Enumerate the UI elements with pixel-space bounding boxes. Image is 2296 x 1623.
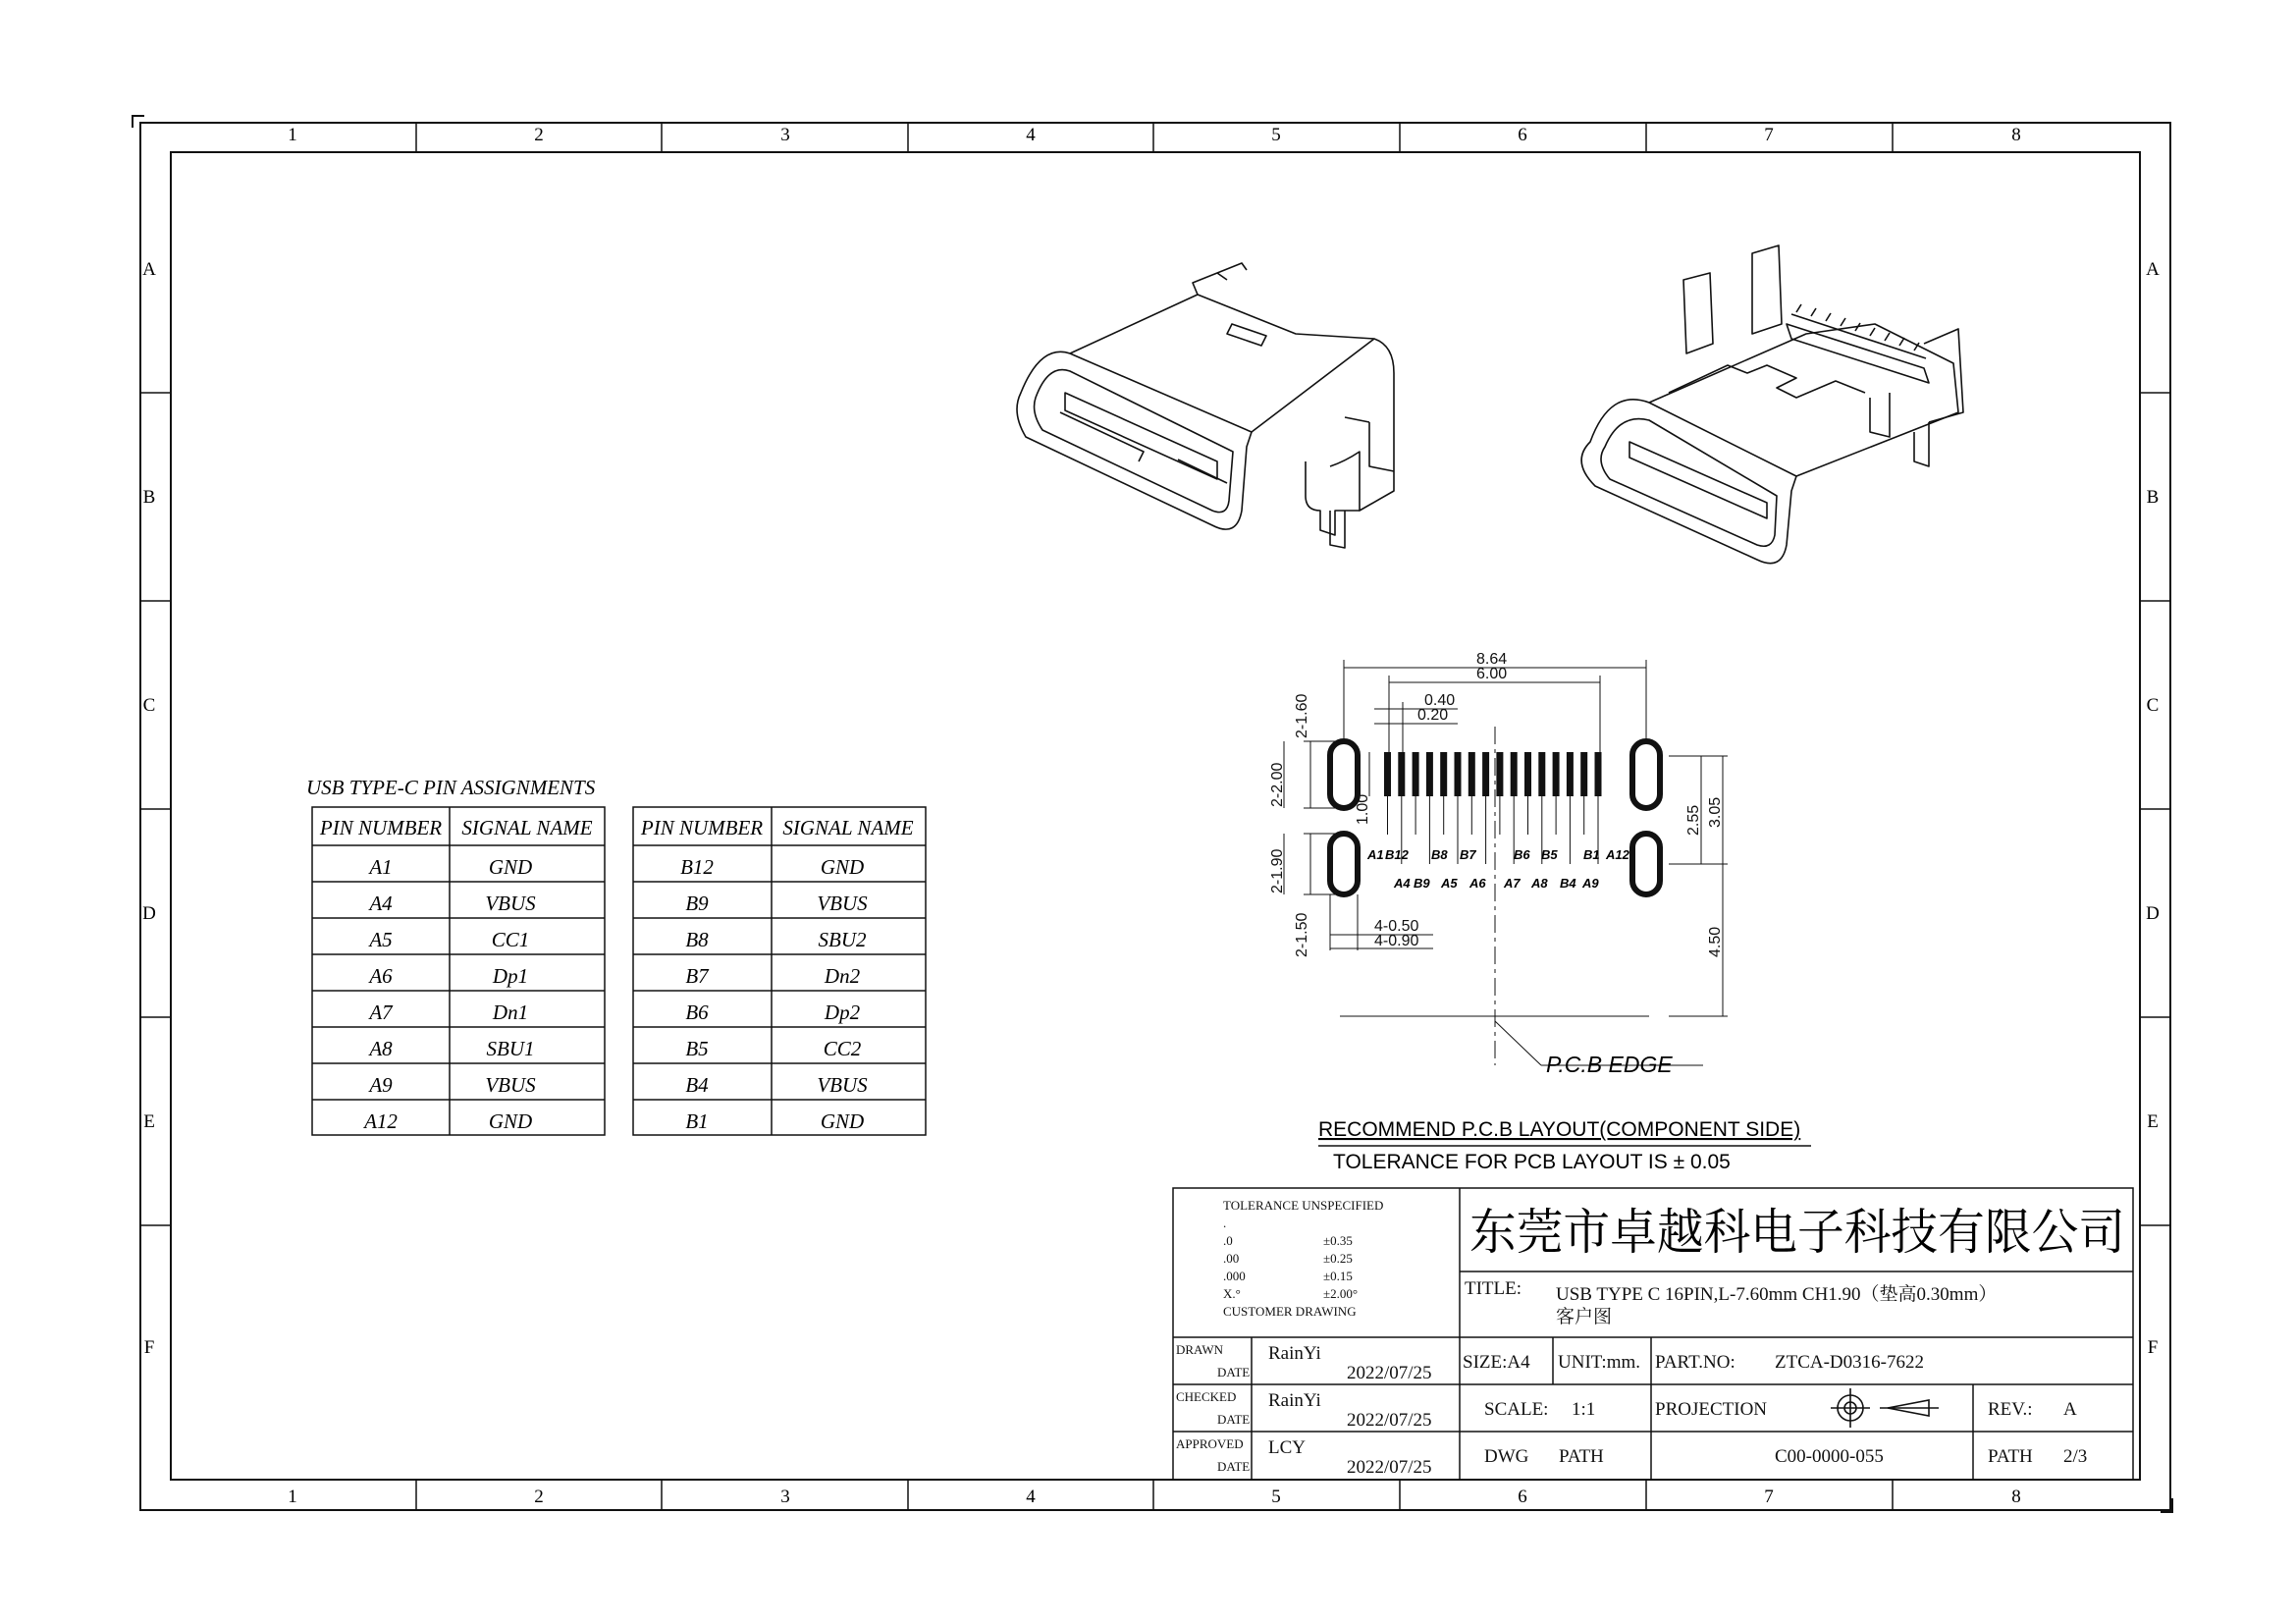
title-line1: USB TYPE C 16PIN,L-7.60mm CH1.90（垫高0.30mm） [1556,1284,1998,1305]
pin-number-cell: A8 [369,1037,393,1060]
signal-pad [1524,752,1531,796]
pad-pin-label: A9 [1582,876,1599,891]
rev: A [2063,1399,2077,1420]
row-label: A [142,259,156,280]
dim-overall: 8.64 [1476,651,1508,668]
col-label: 2 [534,125,544,145]
date-label: DATE [1217,1365,1251,1380]
signal-name-cell: SBU1 [486,1037,535,1060]
pin-assignment-section [306,776,926,1135]
signal-pad [1455,752,1462,796]
signal-pad [1413,752,1419,796]
customer-drawing: CUSTOMER DRAWING [1223,1304,1357,1319]
signal-pad [1496,752,1503,796]
pin-number-cell: B9 [685,892,709,915]
pin-table-header: SIGNAL NAME [782,816,914,839]
dwg-no: C00-0000-055 [1775,1446,1884,1467]
checked-label: CHECKED [1176,1389,1237,1404]
dim-slot-width1: 4-0.50 [1374,918,1419,935]
pin-number-cell: B12 [680,855,714,879]
pad-pin-label: A6 [1469,876,1486,891]
signal-pad [1595,752,1602,796]
pin-table-right [633,807,926,1135]
col-label: 1 [288,1487,297,1507]
part-no: ZTCA-D0316-7622 [1775,1352,1924,1373]
dim-pitch: 0.40 [1424,692,1456,709]
rev-label: REV.: [1988,1399,2033,1420]
dim-slot-bot: 2-1.90 [1269,848,1286,893]
pin-table-header: PIN NUMBER [319,816,443,839]
signal-name-cell: SBU2 [818,928,867,951]
connector-3d-rear-view [1581,245,1963,564]
pad-pin-label: A1 [1367,847,1384,862]
tol-val: ±2.00° [1323,1286,1359,1301]
dim-slot-width2: 4-0.90 [1374,933,1419,949]
signal-pad [1511,752,1518,796]
path-label-2: PATH [1988,1446,2033,1467]
pin-number-cell: A9 [369,1073,393,1097]
pcb-edge-label: P.C.B EDGE [1546,1052,1673,1077]
signal-pad [1384,752,1391,796]
path-label: PATH [1559,1446,1604,1467]
row-label: E [2147,1111,2159,1132]
signal-name-cell: GND [488,855,533,879]
row-label: B [142,487,156,508]
pad-pin-label: A7 [1504,876,1521,891]
pin-number-cell: A6 [369,964,393,988]
tol-val: ±0.35 [1323,1233,1353,1248]
drawn-label: DRAWN [1176,1342,1224,1357]
row-label: B [2146,487,2160,508]
row-label: A [2146,259,2160,280]
col-label: 2 [534,1487,544,1507]
signal-pad [1567,752,1574,796]
pin-number-cell: B5 [685,1037,709,1060]
scale: 1:1 [1572,1399,1596,1420]
pad-pin-label: B8 [1431,847,1448,862]
drawn-date: 2022/07/25 [1347,1363,1432,1383]
pad-pin-label: A5 [1441,876,1458,891]
pin-number-cell: A1 [369,855,393,879]
pad-pin-label: B6 [1514,847,1530,862]
dim-pad-span: 6.00 [1476,666,1508,682]
dim-450: 4.50 [1707,926,1724,957]
pad-pin-label: B7 [1460,847,1476,862]
signal-name-cell: GND [488,1109,533,1133]
pad-pin-label: B4 [1560,876,1576,891]
signal-pad [1553,752,1560,796]
signal-name-cell: Dp2 [824,1001,861,1024]
part-no-label: PART.NO: [1655,1352,1735,1373]
dim-slot-top: 2-1.60 [1294,693,1310,738]
tol-key: .000 [1223,1269,1246,1283]
signal-pad [1538,752,1545,796]
approved-date: 2022/07/25 [1347,1457,1432,1478]
col-label: 4 [1026,1487,1036,1507]
title-label: TITLE: [1465,1278,1522,1299]
col-label: 7 [1764,125,1774,145]
signal-name-cell: GND [820,1109,865,1133]
col-label: 6 [1518,125,1527,145]
pin-number-cell: B8 [685,928,709,951]
pad-pin-label: B5 [1541,847,1558,862]
col-label: 3 [780,1487,790,1507]
title-line2: 客户图 [1556,1307,1613,1327]
col-label: 1 [288,125,297,145]
dim-slot-top-h: 2-2.00 [1269,762,1286,807]
dim-pad-width: 0.20 [1417,707,1449,724]
dim-255: 2.55 [1685,804,1702,836]
row-label: C [142,695,156,716]
pad-pin-label: B9 [1414,876,1430,891]
pad-pin-label: A8 [1531,876,1548,891]
pcb-layout-drawing [1269,651,1811,1173]
pin-table-title: USB TYPE-C PIN ASSIGNMENTS [306,776,596,799]
signal-pad [1482,752,1489,796]
path-value: 2/3 [2063,1446,2088,1467]
pin-number-cell: B6 [685,1001,709,1024]
signal-pad [1398,752,1405,796]
tol-key: .0 [1223,1233,1233,1248]
pad-pin-label: B1 [1583,847,1600,862]
signal-name-cell: VBUS [485,1073,536,1097]
pad-pin-label: B12 [1385,847,1409,862]
dwg-label: DWG [1484,1446,1529,1467]
row-label: E [143,1111,155,1132]
checked-date: 2022/07/25 [1347,1410,1432,1431]
tol-val: ±0.15 [1323,1269,1353,1283]
col-label: 5 [1271,1487,1281,1507]
pin-number-cell: B7 [685,964,709,988]
tol-key: .00 [1223,1251,1240,1266]
pin-number-cell: B4 [685,1073,709,1097]
pcb-tolerance-note: TOLERANCE FOR PCB LAYOUT IS ± 0.05 [1333,1151,1731,1173]
pcb-layout-caption: RECOMMEND P.C.B LAYOUT(COMPONENT SIDE) [1318,1118,1801,1141]
slot-bottom-right [1632,834,1660,894]
size: SIZE:A4 [1463,1352,1530,1373]
row-label: D [2146,903,2160,924]
slot-bottom-left [1330,834,1358,894]
dim-slot-bot-w: 2-1.50 [1294,912,1310,957]
signal-name-cell: Dn1 [492,1001,529,1024]
pin-number-cell: A4 [369,892,393,915]
pin-table-left [312,807,605,1135]
slot-top-left [1330,741,1358,808]
signal-name-cell: Dp1 [492,964,529,988]
approved-label: APPROVED [1176,1436,1244,1451]
tol-key: . [1223,1216,1227,1230]
signal-name-cell: GND [820,855,865,879]
checked-by: RainYi [1268,1390,1321,1411]
signal-name-cell: CC1 [491,928,530,951]
pin-number-cell: A12 [364,1109,398,1133]
drawn-by: RainYi [1268,1343,1321,1364]
company-name: 东莞市卓越科电子科技有限公司 [1469,1205,2125,1260]
date-label: DATE [1217,1412,1251,1427]
signal-name-cell: VBUS [817,892,868,915]
tol-key: X.° [1223,1286,1241,1301]
signal-pads [1384,752,1602,796]
col-label: 4 [1026,125,1036,145]
col-label: 8 [2011,125,2021,145]
col-label: 8 [2011,1487,2021,1507]
row-label: F [143,1337,155,1358]
dim-pad-length: 1.00 [1355,793,1371,825]
col-label: 7 [1764,1487,1774,1507]
signal-pad [1426,752,1433,796]
col-label: 6 [1518,1487,1527,1507]
signal-name-cell: VBUS [485,892,536,915]
row-label: F [2147,1337,2159,1358]
col-label: 5 [1271,125,1281,145]
pad-pin-label: A12 [1606,847,1629,862]
dim-305: 3.05 [1707,796,1724,828]
signal-name-cell: Dn2 [824,964,861,988]
signal-pad [1468,752,1475,796]
pin-number-cell: A7 [369,1001,393,1024]
signal-pad [1580,752,1587,796]
pin-number-cell: B1 [685,1109,709,1133]
row-label: C [2146,695,2160,716]
approved-by: LCY [1268,1437,1306,1458]
pin-number-cell: A5 [369,928,393,951]
slot-top-right [1632,741,1660,808]
pin-table-header: SIGNAL NAME [461,816,593,839]
unit: UNIT:mm. [1558,1352,1641,1373]
tol-val: ±0.25 [1323,1251,1353,1266]
col-label: 3 [780,125,790,145]
pin-table-header: PIN NUMBER [640,816,764,839]
projection-symbol-icon [1831,1388,1939,1428]
pad-pin-label: A4 [1394,876,1411,891]
row-label: D [142,903,156,924]
connector-3d-front-view [1017,263,1394,548]
signal-pad [1440,752,1447,796]
signal-name-cell: CC2 [823,1037,862,1060]
projection-label: PROJECTION [1655,1399,1768,1420]
tolerance-header: TOLERANCE UNSPECIFIED [1223,1198,1384,1213]
scale-label: SCALE: [1484,1399,1549,1420]
date-label: DATE [1217,1459,1251,1474]
signal-name-cell: VBUS [817,1073,868,1097]
